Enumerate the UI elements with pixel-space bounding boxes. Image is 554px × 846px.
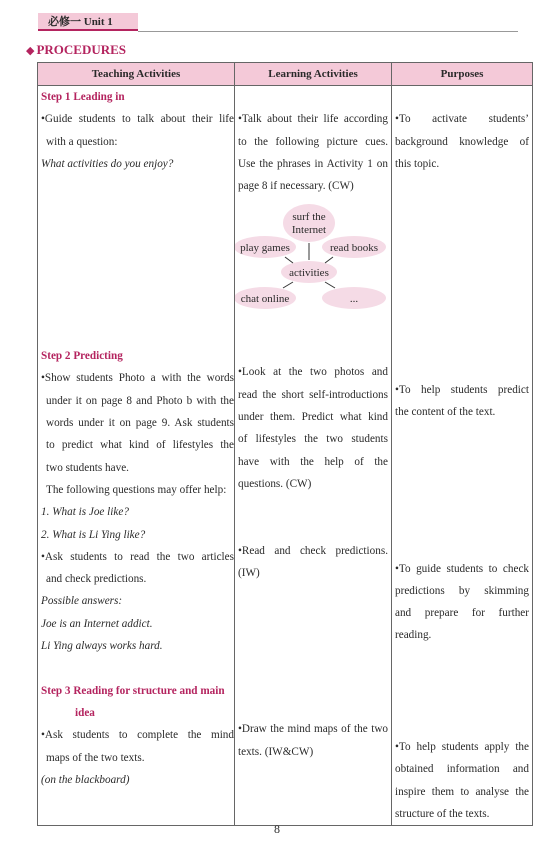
- header-learning: Learning Activities: [235, 63, 392, 86]
- section-title: [26, 42, 126, 58]
- text-line: •Draw the mind maps of the two: [238, 723, 388, 736]
- diamond-icon: ◆: [26, 45, 35, 57]
- text-line: Li Ying always works hard.: [41, 640, 163, 653]
- text-line: the content of the text.: [395, 406, 496, 419]
- text-line: 1. What is Joe like?: [41, 506, 129, 519]
- text-line: have with the help of the: [238, 455, 388, 468]
- header-purposes: Purposes: [392, 63, 533, 86]
- text-line: •Talk about their life according: [238, 113, 388, 126]
- page-number: 8: [274, 822, 280, 836]
- mindmap-link: [283, 282, 293, 288]
- text-line: Possible answers:: [41, 595, 123, 608]
- learning-cell: [235, 86, 392, 826]
- mindmap-link: [285, 257, 293, 263]
- header-teaching: Teaching Activities: [38, 63, 235, 86]
- text-line: •Look at the two photos and: [238, 366, 388, 379]
- mindmap-label: read books: [330, 242, 378, 255]
- text-line: •Guide students to talk about their life: [41, 113, 234, 126]
- text-line: under them. Predict what kind: [238, 411, 388, 424]
- mindmap-link: [325, 257, 333, 263]
- mindmap-label: surf the: [292, 211, 326, 224]
- step3-title: Step 3 Reading for structure and main: [41, 684, 225, 697]
- text-line: to predict what kind of lifestyles the: [46, 439, 234, 452]
- text-line: with a question:: [46, 135, 118, 148]
- text-line: under it on page 8 and Photo b with the: [46, 394, 234, 407]
- mindmap-label: activities: [289, 267, 329, 280]
- text-line: reading.: [395, 629, 432, 642]
- step3-title-cont: idea: [75, 706, 95, 719]
- text-line: two students have.: [46, 461, 129, 474]
- mindmap-link: [325, 282, 335, 288]
- text-line: of lifestyles the two students: [238, 433, 388, 446]
- teaching-cell: [38, 86, 235, 826]
- text-line: •Read and check predictions.: [238, 544, 388, 557]
- text-line: background knowledge of: [395, 135, 529, 148]
- text-line: •To guide students to check: [395, 562, 529, 575]
- step1-title: Step 1 Leading in: [41, 91, 125, 103]
- section-title-text: PROCEDURES: [36, 42, 127, 57]
- mindmap-node-surf: [283, 204, 335, 242]
- text-line: predictions by skimming: [395, 584, 529, 597]
- mind-map-graphic: [235, 203, 390, 311]
- text-line: •To help students apply the: [395, 740, 529, 753]
- text-line: words under it on page 9. Ask students: [46, 417, 234, 430]
- text-line: page 8 if necessary. (CW): [238, 180, 354, 193]
- text-line: and check predictions.: [46, 573, 147, 586]
- step2-title: Step 2 Predicting: [41, 350, 123, 363]
- text-line: The following questions may offer help:: [46, 483, 227, 496]
- text-line: Joe is an Internet addict.: [41, 617, 153, 630]
- text-line: (IW): [238, 567, 260, 580]
- text-line: (on the blackboard): [41, 773, 130, 786]
- text-line: inspire them to analyse the: [395, 785, 529, 798]
- purposes-cell: [392, 86, 533, 826]
- text-line: this topic.: [395, 157, 440, 170]
- header-rule: [138, 31, 518, 32]
- text-line: 2. What is Li Ying like?: [41, 528, 146, 541]
- mind-map: [235, 203, 391, 311]
- text-line: structure of the texts.: [395, 807, 490, 820]
- text-line: texts. (IW&CW): [238, 745, 314, 758]
- table-row: [38, 86, 533, 826]
- mindmap-label: chat online: [240, 293, 290, 306]
- text-line: What activities do you enjoy?: [41, 157, 174, 170]
- text-line: obtained information and: [395, 763, 529, 776]
- mindmap-label: ...: [349, 293, 359, 306]
- text-line: •Ask students to complete the mind: [41, 729, 234, 742]
- unit-header: 必修一 Unit 1: [38, 13, 138, 31]
- text-line: and prepare for further: [395, 607, 529, 620]
- table-header-row: [38, 63, 533, 86]
- text-line: Use the phrases in Activity 1 on: [238, 157, 388, 170]
- text-line: •To help students predict: [395, 384, 529, 397]
- text-line: to the following picture cues.: [238, 135, 388, 148]
- mindmap-label: play games: [240, 242, 290, 255]
- text-line: questions. (CW): [238, 477, 312, 490]
- text-line: •Ask students to read the two articles: [41, 550, 234, 563]
- mindmap-label: Internet: [291, 224, 327, 237]
- text-line: •To activate students’: [395, 113, 529, 126]
- text-line: maps of the two texts.: [46, 751, 145, 764]
- text-line: read the short self-introductions: [238, 388, 388, 401]
- procedures-table: [37, 62, 533, 826]
- text-line: •Show students Photo a with the words: [41, 372, 234, 385]
